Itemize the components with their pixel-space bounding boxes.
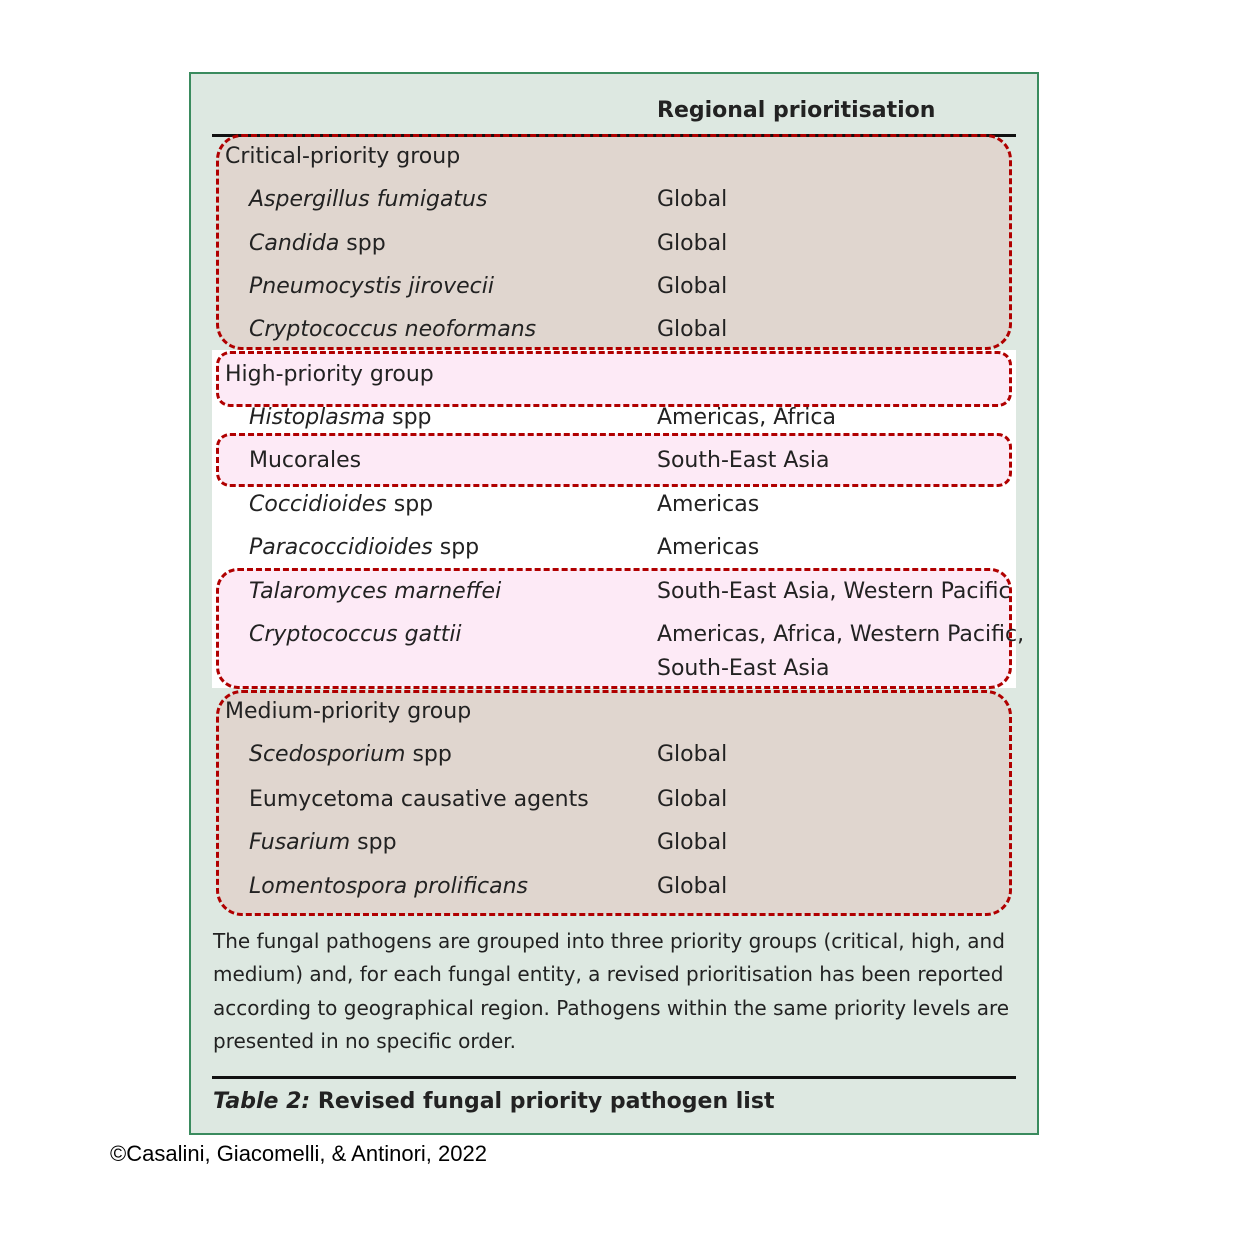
pathogen-name: Mucorales <box>249 448 362 473</box>
region-value: Global <box>657 787 728 812</box>
copyright-notice: ©Casalini, Giacomelli, & Antinori, 2022 <box>110 1141 487 1166</box>
group-label-high: High-priority group <box>225 362 434 387</box>
pathogen-name: Candida <box>249 231 340 256</box>
pathogen-suffix: spp <box>386 492 434 517</box>
pathogen-suffix: spp <box>350 830 397 855</box>
pathogen-name: Talaromyces marneffei <box>249 579 502 604</box>
high-group-label-dashed-box <box>216 351 1012 407</box>
footnote-line: medium) and, for each fungal entity, a revised prioritisation has been reported <box>213 962 1004 986</box>
medium-group-dashed-box <box>216 690 1012 916</box>
pathogen-row-paracoccidioides <box>249 535 479 561</box>
mucorales-dashed-box <box>216 433 1012 487</box>
pathogen-suffix: spp <box>385 405 432 430</box>
pathogen-name: Eumycetoma causative agents <box>249 787 589 812</box>
pathogen-name: Cryptococcus gattii <box>249 622 462 647</box>
table-caption <box>213 1089 774 1114</box>
region-value: Global <box>657 742 728 767</box>
pathogen-suffix: spp <box>405 742 452 767</box>
caption-title: Revised fungal priority pathogen list <box>310 1089 775 1114</box>
pathogen-name: Pneumocystis jirovecii <box>249 274 494 299</box>
region-value: Americas, Africa, Western Pacific, <box>657 622 1025 647</box>
group-label-medium: Medium-priority group <box>225 699 472 724</box>
critical-group-dashed-box <box>216 134 1012 350</box>
group-label-critical: Critical-priority group <box>225 144 461 169</box>
caption-prefix: Table 2: <box>213 1089 311 1114</box>
region-value: Americas, Africa <box>657 405 836 430</box>
pathogen-name: Aspergillus fumigatus <box>249 187 488 212</box>
pathogen-name: Cryptococcus neoformans <box>249 317 537 342</box>
pathogen-suffix: spp <box>339 231 386 256</box>
region-value: Global <box>657 274 728 299</box>
region-value: Global <box>657 874 728 899</box>
region-value: Global <box>657 317 728 342</box>
column-header-regional-prioritisation: Regional prioritisation <box>657 98 936 123</box>
region-value: Americas <box>657 492 760 517</box>
footnote-line: according to geographical region. Pathogens within the same priority levels are <box>213 996 1010 1020</box>
pathogen-suffix: spp <box>432 535 480 560</box>
region-value-continued: South-East Asia <box>657 656 830 681</box>
region-value: South-East Asia <box>657 448 830 473</box>
region-value: South-East Asia, Western Pacific <box>657 579 1011 604</box>
pathogen-name: Paracoccidioides <box>249 535 433 560</box>
footnote-line: The fungal pathogens are grouped into three priority groups (critical, high, and <box>213 929 1005 953</box>
footnote-line: presented in no specific order. <box>213 1029 517 1053</box>
region-value: Global <box>657 231 728 256</box>
region-value: Global <box>657 187 728 212</box>
pathogen-name: Lomentospora prolificans <box>249 874 529 899</box>
caption-rule <box>212 1076 1016 1079</box>
pathogen-name: Histoplasma <box>249 405 386 430</box>
talaromyces-cryptococcus-dashed-box <box>216 568 1012 689</box>
pathogen-name: Fusarium <box>249 830 351 855</box>
pathogen-row-coccidioides <box>249 492 433 518</box>
pathogen-name: Scedosporium <box>249 742 406 767</box>
pathogen-name: Coccidioides <box>249 492 387 517</box>
pathogen-row-histoplasma <box>249 405 432 431</box>
region-value: Americas <box>657 535 760 560</box>
region-value: Global <box>657 830 728 855</box>
